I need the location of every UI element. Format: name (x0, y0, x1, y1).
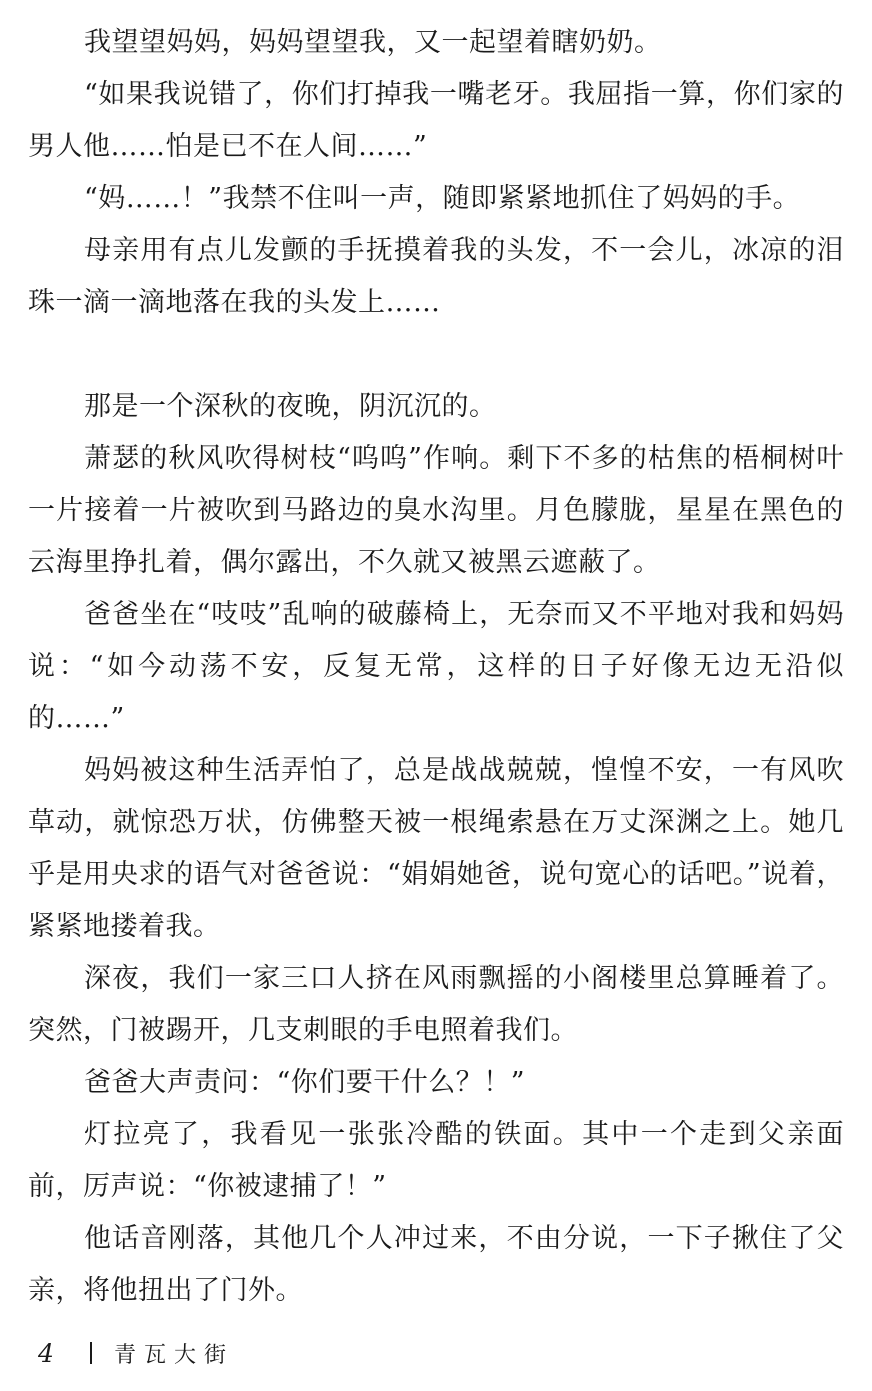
paragraph: 他话音刚落，其他几个人冲过来，不由分说，一下子揪住了父亲，将他扭出了门外。 (28, 1223, 844, 1306)
paragraph: 萧瑟的秋风吹得树枝“呜呜”作响。剩下不多的枯焦的梧桐树叶一片接着一片被吹到马路边的臭水沟里。月色朦胧，星星在黑色的云海里挣扎着，偶尔露出，不久就又被黑云遮蔽了。 (28, 443, 844, 578)
page-number: 4 (38, 1338, 54, 1368)
paragraph: 爸爸大声责问：“你们要干什么？！” (84, 1067, 526, 1098)
section-break (28, 329, 844, 381)
paragraph: 母亲用有点儿发颤的手抚摸着我的头发，不一会儿，冰凉的泪珠一滴一滴地落在我的头发上…… (28, 235, 844, 318)
paragraph: 我望望妈妈，妈妈望望我，又一起望着瞎奶奶。 (84, 27, 662, 58)
paragraph: “妈……！”我禁不住叫一声，随即紧紧地抓住了妈妈的手。 (84, 183, 801, 214)
footer-divider (90, 1342, 92, 1364)
paragraph: 深夜，我们一家三口人挤在风雨飘摇的小阁楼里总算睡着了。突然，门被踢开，几支刺眼的手电照着我们。 (28, 963, 844, 1046)
paragraph: 妈妈被这种生活弄怕了，总是战战兢兢，惶惶不安，一有风吹草动，就惊恐万状，仿佛整天被一根绳索悬在万丈深渊之上。她几乎是用央求的语气对爸爸说：“娟娟她爸，说句宽心的话吧。”说着，紧紧地搂着我。 (28, 755, 844, 942)
paragraph: “如果我说错了，你们打掉我一嘴老牙。我屈指一算，你们家的男人他……怕是已不在人间……” (28, 79, 844, 162)
paragraph: 灯拉亮了，我看见一张张冷酷的铁面。其中一个走到父亲面前，厉声说：“你被逮捕了！” (28, 1119, 844, 1202)
page-footer (38, 1333, 234, 1373)
paragraph: 那是一个深秋的夜晚，阴沉沉的。 (84, 391, 497, 422)
book-title: 青瓦大街 (114, 1342, 235, 1368)
paragraph: 爸爸坐在“吱吱”乱响的破藤椅上，无奈而又不平地对我和妈妈说：“如今动荡不安，反复无常，这样的日子好像无边无沿似的……” (28, 599, 844, 734)
text-body (28, 17, 844, 1317)
